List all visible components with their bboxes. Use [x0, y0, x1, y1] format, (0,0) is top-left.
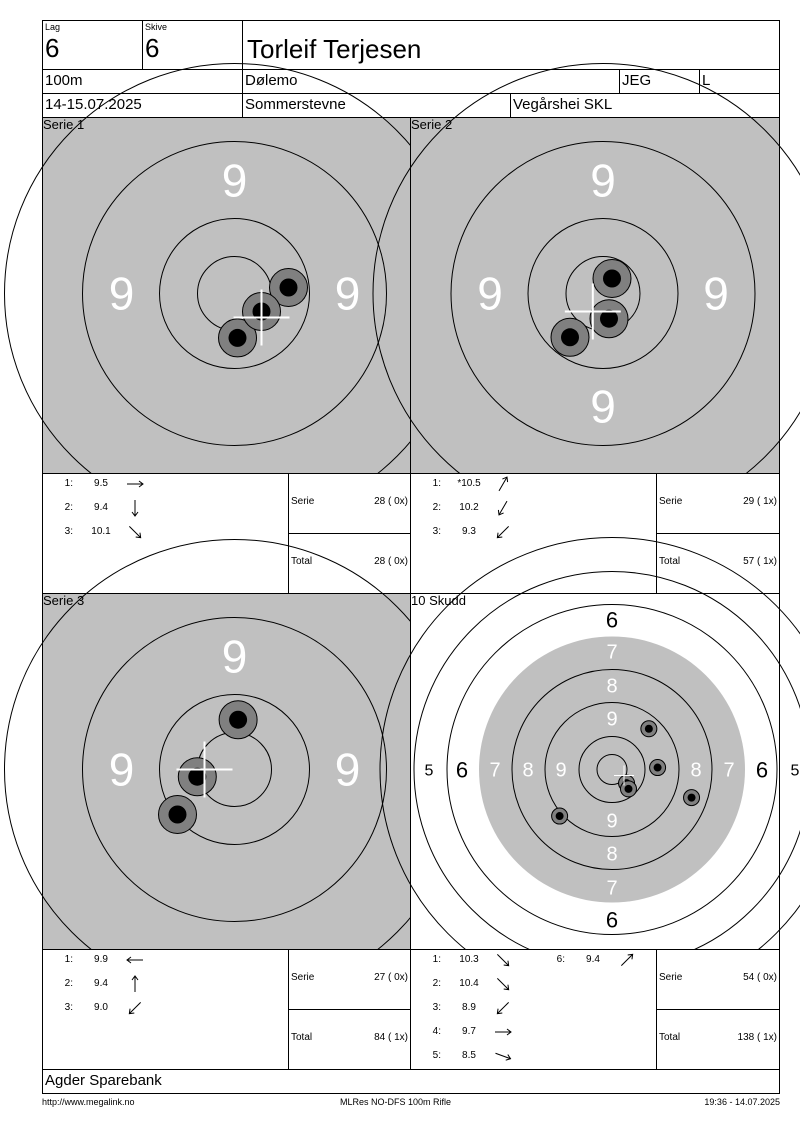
- ring-label-9: 9: [334, 743, 361, 796]
- skive-label: Skive: [145, 22, 168, 32]
- serie-3-shot-list: [42, 949, 289, 1070]
- shot-value: 9.7: [462, 1026, 476, 1037]
- date-cell: [42, 93, 243, 118]
- final-shot-core-2: [654, 764, 662, 772]
- target-svg: [43, 594, 410, 949]
- final-shot-core-6: [624, 785, 632, 793]
- lag-cell: [42, 20, 143, 70]
- shot-row: [551, 952, 641, 968]
- final-total-box: [656, 1009, 780, 1070]
- ring-label-7: 7: [489, 759, 501, 782]
- lag-label: Lag: [45, 22, 61, 32]
- shot-value: 8.9: [462, 1002, 476, 1013]
- ring-label-9: 9: [606, 708, 618, 731]
- shot-value: 10.3: [459, 954, 479, 965]
- serie-3-target: [42, 593, 411, 950]
- shot-index: 1:: [64, 954, 73, 965]
- total-label: Total: [659, 556, 681, 567]
- shooter-name: Torleif Terjesen: [247, 34, 422, 64]
- shot-row: [59, 500, 149, 516]
- ring-label-9: 9: [590, 380, 616, 433]
- final-serie-box: [656, 949, 780, 1010]
- distance: 100m: [45, 72, 83, 89]
- ring-label-9: 9: [108, 267, 135, 320]
- serie-3-total-box: [288, 1009, 411, 1070]
- total-label: Total: [291, 556, 313, 567]
- ring-label-5: 5: [790, 762, 800, 780]
- event: Sommerstevne: [245, 96, 346, 113]
- shot-row: [427, 1048, 517, 1064]
- serie-1-title: Serie 1: [43, 117, 85, 132]
- serie-label: Serie: [291, 972, 315, 983]
- final-shot-core-4: [688, 794, 696, 802]
- direction-arrow-icon: [125, 526, 145, 538]
- skive-cell: [142, 20, 243, 70]
- shot-core-2: [603, 270, 621, 288]
- ring-label-9: 9: [606, 810, 618, 833]
- ring-label-6: 6: [605, 907, 619, 933]
- shot-row: [427, 476, 517, 492]
- shot-index: 2:: [64, 978, 73, 989]
- ten-shots-shot-list: [410, 949, 657, 1070]
- sponsor-cell: [42, 1069, 780, 1094]
- shot-index: 3:: [432, 526, 441, 537]
- direction-arrow-icon: [493, 978, 513, 990]
- direction-arrow-icon: [125, 954, 145, 966]
- class-cell: [619, 69, 700, 94]
- final-shot-core-3: [556, 812, 564, 820]
- shot-value: 9.4: [94, 978, 108, 989]
- serie-1-shot-list: [42, 473, 289, 594]
- ring-label-9: 9: [590, 154, 616, 207]
- distance-cell: [42, 69, 243, 94]
- shot-value: 9.5: [94, 478, 108, 489]
- organizer-cell: [510, 93, 780, 118]
- serie-3-serie-score: 27 ( 0x): [374, 972, 408, 983]
- serie-1-target: [42, 117, 411, 474]
- shot-row: [427, 500, 517, 516]
- serie-1-total-score: 28 ( 0x): [374, 556, 408, 567]
- lag-value: 6: [45, 33, 60, 63]
- shot-index: 4:: [432, 1026, 441, 1037]
- ring-label-9: 9: [477, 267, 503, 320]
- serie-1-serie-score: 28 ( 0x): [374, 496, 408, 507]
- sponsor: Agder Sparebank: [45, 1072, 162, 1089]
- shot-row: [59, 476, 149, 492]
- shot-row: [427, 524, 517, 540]
- direction-arrow-icon: [493, 1050, 513, 1062]
- serie-2-target: [410, 117, 780, 474]
- ring-label-9: 9: [334, 267, 361, 320]
- skive-value: 6: [145, 33, 160, 63]
- shot-index: 2:: [432, 502, 441, 513]
- ring-label-9: 9: [555, 759, 567, 782]
- ring-label-6: 6: [755, 757, 769, 783]
- class-code: JEG: [622, 72, 652, 89]
- serie-label: Serie: [291, 496, 315, 507]
- shot-row: [427, 976, 517, 992]
- shot-core-3: [561, 328, 579, 346]
- shot-row: [427, 952, 517, 968]
- shot-row: [427, 1000, 517, 1016]
- final-total-score: 138 ( 1x): [737, 1032, 777, 1043]
- ten-shots-target: [410, 593, 800, 950]
- direction-arrow-icon: [493, 502, 513, 514]
- shot-value: 9.4: [586, 954, 600, 965]
- ring-label-8: 8: [690, 759, 702, 782]
- serie-2-title: Serie 2: [411, 117, 453, 132]
- organizer: Vegårshei SKL: [513, 96, 613, 113]
- final-target-svg: [411, 594, 800, 949]
- ring-label-9: 9: [221, 154, 248, 207]
- direction-arrow-icon: [125, 1002, 145, 1014]
- direction-arrow-icon: [493, 1002, 513, 1014]
- target-svg: [411, 118, 779, 473]
- shot-index: 3:: [64, 1002, 73, 1013]
- date: 14-15.07.2025: [45, 96, 142, 113]
- shot-value: 9.3: [462, 526, 476, 537]
- serie-2-serie-box: [656, 473, 780, 534]
- shot-index: 2:: [432, 978, 441, 989]
- extra-code: L: [702, 72, 711, 89]
- shot-row: [59, 1000, 149, 1016]
- ring-label-6: 6: [605, 607, 619, 633]
- ring-label-7: 7: [606, 877, 618, 900]
- shot-core-2: [229, 329, 247, 347]
- shot-row: [59, 524, 149, 540]
- software-name: MLRes NO-DFS 100m Rifle: [340, 1097, 452, 1107]
- shot-value: 9.4: [94, 502, 108, 513]
- serie-3-title: Serie 3: [43, 593, 85, 608]
- shot-value: 8.5: [462, 1050, 476, 1061]
- website-link[interactable]: http://www.megalink.no: [42, 1097, 135, 1107]
- serie-label: Serie: [659, 972, 683, 983]
- shot-core-1: [280, 279, 298, 297]
- ring-label-7: 7: [606, 641, 618, 664]
- direction-arrow-icon: [125, 978, 145, 990]
- club: Dølemo: [245, 72, 298, 89]
- ring-label-8: 8: [606, 843, 618, 866]
- direction-arrow-icon: [617, 954, 637, 966]
- final-shot-core-1: [645, 725, 653, 733]
- shot-row: [59, 952, 149, 968]
- shot-value: 9.0: [94, 1002, 108, 1013]
- target-svg: [43, 118, 410, 473]
- serie-2-serie-score: 29 ( 1x): [743, 496, 777, 507]
- shot-core-3: [169, 806, 187, 824]
- shot-index: 2:: [64, 502, 73, 513]
- ring-label-5: 5: [424, 762, 434, 780]
- serie-1-serie-box: [288, 473, 411, 534]
- ring-label-6: 6: [455, 757, 469, 783]
- direction-arrow-icon: [125, 478, 145, 490]
- ten-shots-title: 10 Skudd: [411, 593, 466, 608]
- ring-label-9: 9: [703, 267, 729, 320]
- shot-index: 1:: [64, 478, 73, 489]
- ring-label-9: 9: [221, 630, 248, 683]
- ring-label-9: 9: [108, 743, 135, 796]
- serie-3-serie-box: [288, 949, 411, 1010]
- serie-2-total-score: 57 ( 1x): [743, 556, 777, 567]
- shot-index: 1:: [432, 478, 441, 489]
- direction-arrow-icon: [493, 526, 513, 538]
- ring-label-8: 8: [522, 759, 534, 782]
- serie-1-total-box: [288, 533, 411, 594]
- total-label: Total: [291, 1032, 313, 1043]
- shot-value: 10.1: [91, 526, 111, 537]
- ring-label-8: 8: [606, 675, 618, 698]
- shot-index: 6:: [556, 954, 565, 965]
- ring-label-7: 7: [723, 759, 735, 782]
- shot-value: 10.4: [459, 978, 479, 989]
- shot-value: 9.9: [94, 954, 108, 965]
- timestamp: 19:36 - 14.07.2025: [704, 1097, 780, 1107]
- direction-arrow-icon: [493, 1026, 513, 1038]
- shot-row: [427, 1024, 517, 1040]
- final-serie-score: 54 ( 0x): [743, 972, 777, 983]
- shot-core-1: [229, 711, 247, 729]
- total-label: Total: [659, 1032, 681, 1043]
- direction-arrow-icon: [493, 478, 513, 490]
- shot-row: [59, 976, 149, 992]
- serie-3-total-score: 84 ( 1x): [374, 1032, 408, 1043]
- direction-arrow-icon: [493, 954, 513, 966]
- shot-index: 3:: [432, 1002, 441, 1013]
- shot-index: 1:: [432, 954, 441, 965]
- direction-arrow-icon: [125, 502, 145, 514]
- shot-index: 5:: [432, 1050, 441, 1061]
- shot-index: 3:: [64, 526, 73, 537]
- shot-value: 10.2: [459, 502, 479, 513]
- shooter-name-cell: [242, 20, 780, 70]
- serie-2-shot-list: [410, 473, 657, 594]
- serie-label: Serie: [659, 496, 683, 507]
- shot-value: *10.5: [457, 478, 481, 489]
